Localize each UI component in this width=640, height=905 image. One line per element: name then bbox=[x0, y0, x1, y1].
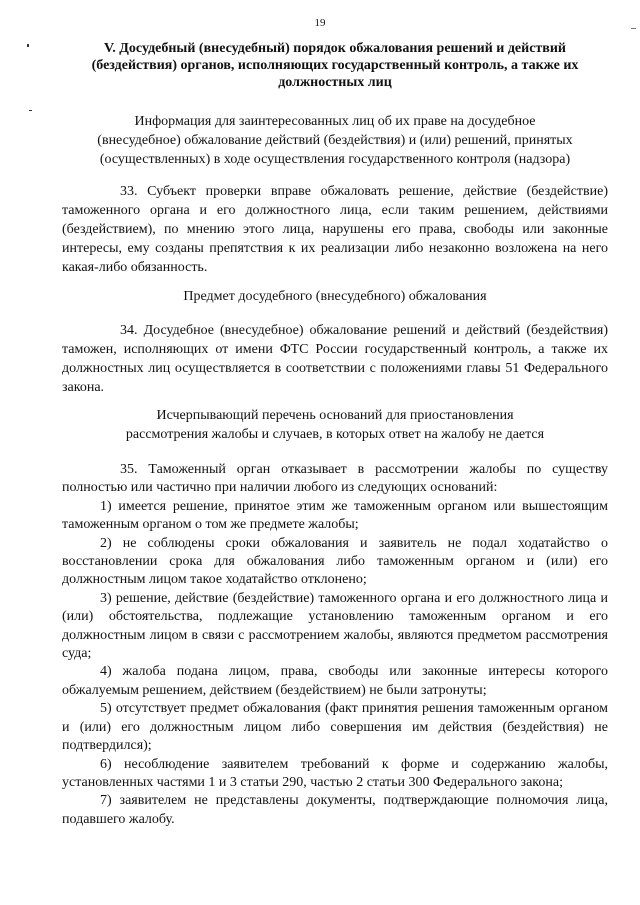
section-title bbox=[62, 40, 608, 91]
section-title-line: должностных лиц bbox=[278, 75, 392, 90]
list-item: 4) жалоба подана лицом, права, свободы или законные интересы которого обжалуемым решением, действием (бездействием) не были затронуты; bbox=[62, 664, 608, 698]
subtitle-line: (осуществленных) в ходе осуществления государственного контроля (надзора) bbox=[99, 152, 571, 167]
list-item: 6) несоблюдение заявителем требований к форме и содержанию жалобы, установленных частями 1 и 3 статьи 290, частью 2 статьи 300 Федерального закона; bbox=[62, 756, 608, 790]
section-title-line: V. Досудебный (внесудебный) порядок обжалования решений и действий bbox=[103, 41, 566, 56]
subtitle-appeal-info bbox=[62, 112, 608, 169]
section-title-line: (бездействия) органов, исполняющих государственный контроль, а также их bbox=[91, 58, 579, 73]
subtitle-suspension-grounds bbox=[62, 406, 608, 444]
subtitle-appeal-subject: Предмет досудебного (внесудебного) обжалования bbox=[183, 289, 487, 304]
paragraph-34: 34. Досудебное (внесудебное) обжалование решений и действий (бездействия) таможен, исполняющих от имени ФТС России государственный контроль, а также их должностных лиц осуществляется в соответствии с положениями главы 51 Федерального закона. bbox=[62, 323, 608, 395]
list-item: 7) заявителем не представлены документы, подтверждающие полномочия лица, подавшего жалобу. bbox=[62, 793, 608, 827]
list-item: 2) не соблюдены сроки обжалования и заявитель не подал ходатайство о восстановлении срока для обжалования либо таможенным органом и (или) его должностным лицом такое ходатайство отклонено; bbox=[62, 535, 608, 588]
list-item: 3) решение, действие (бездействие) таможенного органа и его должностного лица и (или) обстоятельства, подлежащие установлению таможенным органом и его должностным лицом в связи с рассмотрением жалобы, являются предметом рассмотрения суда; bbox=[62, 590, 608, 662]
list-item: 5) отсутствует предмет обжалования (факт принятия решения таможенным органом и (или) его должностным лицом либо совершения им действия (бездействия) не подтвердился); bbox=[62, 701, 608, 754]
scan-speck bbox=[29, 110, 32, 111]
page-number: 19 bbox=[314, 17, 326, 29]
subtitle-line: Информация для заинтересованных лиц об их праве на досудебное bbox=[134, 114, 536, 129]
subtitle-line: (внесудебное) обжалование действий (бездействия) и (или) решений, принятых bbox=[97, 133, 573, 148]
scan-speck bbox=[27, 44, 29, 47]
subtitle-line: рассмотрения жалобы и случаев, в которых ответ на жалобу не дается bbox=[125, 427, 545, 442]
subtitle-line: Исчерпывающий перечень оснований для приостановления bbox=[156, 408, 514, 423]
list-item: 1) имеется решение, принятое этим же таможенным органом или вышестоящим таможенным органом о том же предмете жалобы; bbox=[62, 498, 608, 533]
paragraph-33: 33. Субъект проверки вправе обжаловать решение, действие (бездействие) таможенного органа и его должностного лица, если таким решением, действиями (бездействием), по мнению этого лица, нарушены его права, свободы или законные интересы, ему созданы препятствия к их реализации либо незаконно возложена на него какая-либо обязанность. bbox=[62, 184, 608, 275]
paragraph-35-intro: 35. Таможенный орган отказывает в рассмотрении жалобы по существу полностью или частично при наличии любого из следующих оснований: bbox=[62, 462, 608, 496]
paragraph-35 bbox=[62, 461, 608, 829]
